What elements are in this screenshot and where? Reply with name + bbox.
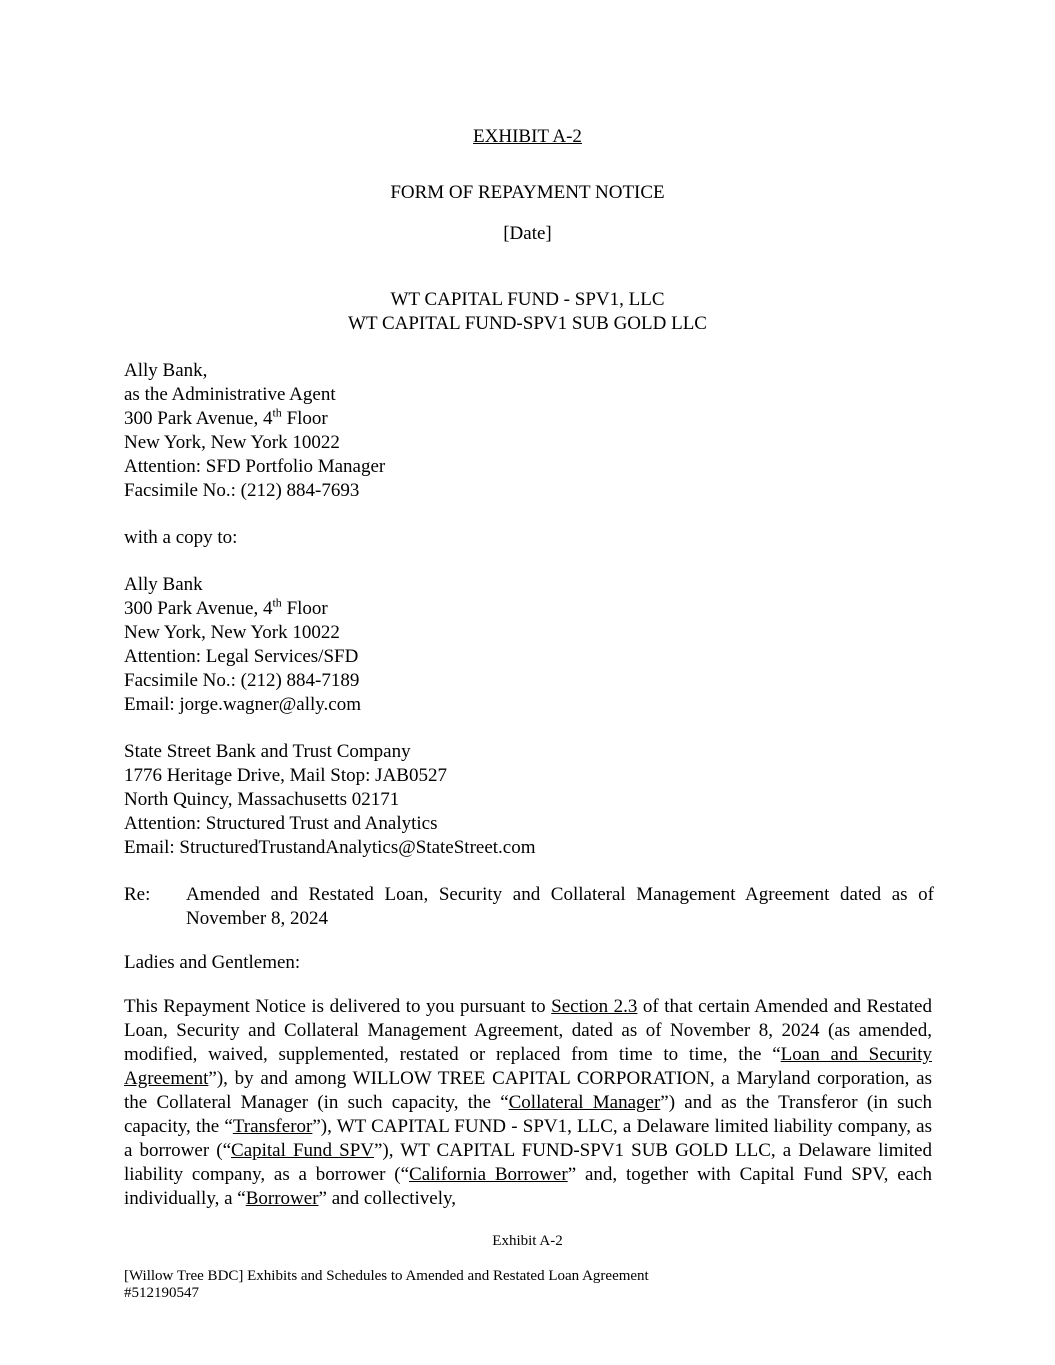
- defined-term-capital-fund-spv: Capital Fund SPV: [231, 1140, 374, 1161]
- addressee-role: as the Administrative Agent: [124, 384, 336, 405]
- addressee-attention: Attention: Legal Services/SFD: [124, 646, 359, 667]
- defined-term-loan-and-security-agreement: Loan and Security Agreement: [124, 1044, 932, 1089]
- addressee-fax: Facsimile No.: (212) 884-7693: [124, 480, 360, 501]
- addressee-legal-services: [124, 573, 934, 717]
- addressee-state-street: [124, 740, 934, 860]
- borrower-line-1: WT CAPITAL FUND - SPV1, LLC: [390, 289, 665, 310]
- addressee-attention: Attention: SFD Portfolio Manager: [124, 456, 386, 477]
- addressee-administrative-agent: [124, 359, 934, 503]
- addressee-email: Email: jorge.wagner@ally.com: [124, 694, 361, 715]
- footer-doc-number: #512190547: [124, 1285, 199, 1301]
- addressee-email: Email: StructuredTrustandAnalytics@StateStreet.com: [124, 837, 536, 858]
- copy-to-label: with a copy to:: [124, 527, 238, 548]
- footer-doc-title: [Willow Tree BDC] Exhibits and Schedules to Amended and Restated Loan Agreement: [124, 1268, 649, 1284]
- re-subject: Amended and Restated Loan, Security and Collateral Management Agreement dated as of November 8, 2024: [186, 884, 934, 929]
- addressee-street: 300 Park Avenue, 4th Floor: [124, 405, 328, 429]
- defined-term-transferor: Transferor: [232, 1116, 313, 1137]
- addressee-city: North Quincy, Massachusetts 02171: [124, 789, 400, 810]
- form-title: FORM OF REPAYMENT NOTICE: [390, 182, 665, 203]
- addressee-street: 1776 Heritage Drive, Mail Stop: JAB0527: [124, 765, 447, 786]
- footer-document-info: [124, 1268, 649, 1302]
- defined-term-borrower: Borrower: [245, 1188, 319, 1209]
- re-label: Re:: [124, 884, 151, 905]
- body-paragraph: This Repayment Notice is delivered to you pursuant to Section 2.3 of that certain Amended and Restated Loan, Security and Collateral Management Agreement, dated as of November 8, 2024 (as amended, modified, waived, supplemented, restated or replaced from time to time, the “Loan and Security Agreement”), by and among WILLOW TREE CAPITAL CORPORATION, a Maryland corporation, as the Collateral Manager (in such capacity, the “Collateral Manager”) and as the Transferor (in such capacity, the “Transferor”), WT CAPITAL FUND - SPV1, LLC, a Delaware limited liability company, as a borrower (“Capital Fund SPV”), WT CAPITAL FUND-SPV1 SUB GOLD LLC, a Delaware limited liability company, as a borrower (“California Borrower” and, together with Capital Fund SPV, each individually, a “Borrower” and collectively,: [124, 996, 932, 1209]
- addressee-city: New York, New York 10022: [124, 622, 340, 643]
- addressee-fax: Facsimile No.: (212) 884-7189: [124, 670, 360, 691]
- addressee-name: Ally Bank,: [124, 360, 208, 381]
- borrower-line-2: WT CAPITAL FUND-SPV1 SUB GOLD LLC: [348, 313, 707, 334]
- addressee-street: 300 Park Avenue, 4th Floor: [124, 595, 328, 619]
- exhibit-heading: EXHIBIT A-2: [473, 126, 582, 147]
- section-reference: Section 2.3: [551, 996, 638, 1017]
- addressee-attention: Attention: Structured Trust and Analytics: [124, 813, 438, 834]
- footer-page-label: Exhibit A-2: [492, 1233, 563, 1249]
- defined-term-california-borrower: California Borrower: [409, 1164, 568, 1185]
- salutation: Ladies and Gentlemen:: [124, 952, 301, 973]
- date-placeholder: [Date]: [503, 223, 552, 244]
- addressee-name: State Street Bank and Trust Company: [124, 741, 411, 762]
- defined-term-collateral-manager: Collateral Manager: [508, 1092, 661, 1113]
- addressee-name: Ally Bank: [124, 574, 203, 595]
- addressee-city: New York, New York 10022: [124, 432, 340, 453]
